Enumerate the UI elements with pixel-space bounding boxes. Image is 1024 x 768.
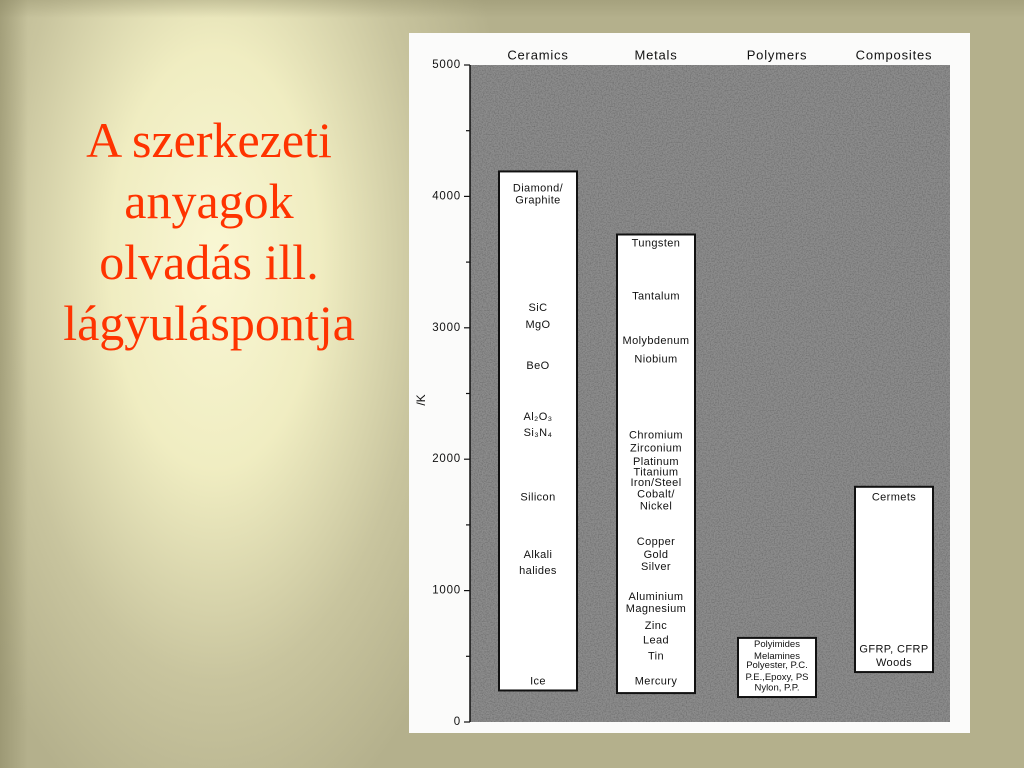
metals-material-label: Magnesium [625, 602, 687, 615]
category-headers [507, 48, 932, 63]
title-line-4: lágyuláspontja [63, 295, 355, 351]
polymers-material-label: P.E.,Epoxy, PS [745, 671, 809, 683]
title-line-1: A szerkezeti [86, 112, 332, 168]
metals-material-label: Iron/Steel [630, 476, 682, 489]
metals-material-label: Chromium [629, 429, 683, 442]
y-tick-label: 5000 [432, 59, 461, 71]
metals-material-label: Tantalum [632, 290, 680, 303]
ceramics-material-label: Si₃N₄ [523, 426, 553, 439]
category-header-polymers: Polymers [746, 47, 808, 63]
category-header-composites: Composites [855, 47, 933, 63]
metals-material-label: Nickel [639, 500, 673, 513]
ceramics-material-label: MgO [525, 319, 551, 332]
melting-point-chart [409, 33, 970, 733]
title-line-2: anyagok [124, 173, 294, 229]
ceramics-material-label: Al₂O₃ [523, 411, 553, 424]
metals-material-label: Molybdenum [622, 334, 690, 347]
metals-material-label: Aluminium [628, 591, 684, 604]
ceramics-material-label: Diamond/ [512, 182, 564, 195]
metals-material-label: Zinc [644, 620, 668, 633]
metals-material-label: Tungsten [631, 237, 681, 250]
y-tick-label: 0 [453, 716, 461, 728]
y-tick-label: 1000 [432, 584, 461, 597]
ceramics-material-label: BeO [526, 359, 550, 372]
metals-material-label: Titanium [633, 466, 679, 479]
composites-material-label: GFRP, CFRP [859, 643, 929, 656]
metals-material-label: Platinum [633, 455, 679, 468]
metals-material-label: Copper [636, 535, 676, 548]
ceramics-material-label: Silicon [520, 491, 556, 504]
polymers-material-label: Melamines [754, 650, 800, 662]
metals-material-label: Lead [642, 634, 670, 647]
polymers-material-label: Polyimides [754, 638, 800, 650]
metals-material-label: Mercury [634, 675, 678, 688]
ceramics-material-label: Graphite [515, 194, 561, 207]
metals-material-label: Silver [641, 560, 671, 573]
chart-svg [409, 33, 970, 733]
metals-material-label: Niobium [634, 353, 678, 366]
y-tick-label: 3000 [432, 321, 461, 334]
y-axis-label: /K [414, 394, 428, 406]
ceramics-material-label: Ice [530, 675, 546, 688]
polymers-material-label: Polyester, P.C. [746, 659, 808, 671]
category-header-ceramics: Ceramics [507, 47, 569, 63]
ceramics-material-label: halides [519, 564, 557, 577]
title-line-3: olvadás ill. [99, 234, 319, 290]
metals-material-label: Cobalt/ [637, 488, 675, 501]
y-tick-label: 4000 [432, 190, 461, 203]
category-header-metals: Metals [634, 47, 678, 63]
composites-material-label: Woods [875, 656, 913, 669]
composites-material-label: Cermets [871, 491, 917, 504]
slide-title [18, 110, 400, 354]
y-axis [414, 59, 470, 728]
metals-material-label: Zirconium [630, 442, 682, 455]
y-tick-label: 2000 [432, 453, 461, 466]
polymers-material-label: Nylon, P.P. [754, 682, 800, 694]
ceramics-material-label: SiC [528, 302, 548, 315]
ceramics-material-label: Alkali [523, 549, 553, 562]
metals-material-label: Tin [647, 650, 665, 663]
metals-material-label: Gold [643, 549, 669, 562]
